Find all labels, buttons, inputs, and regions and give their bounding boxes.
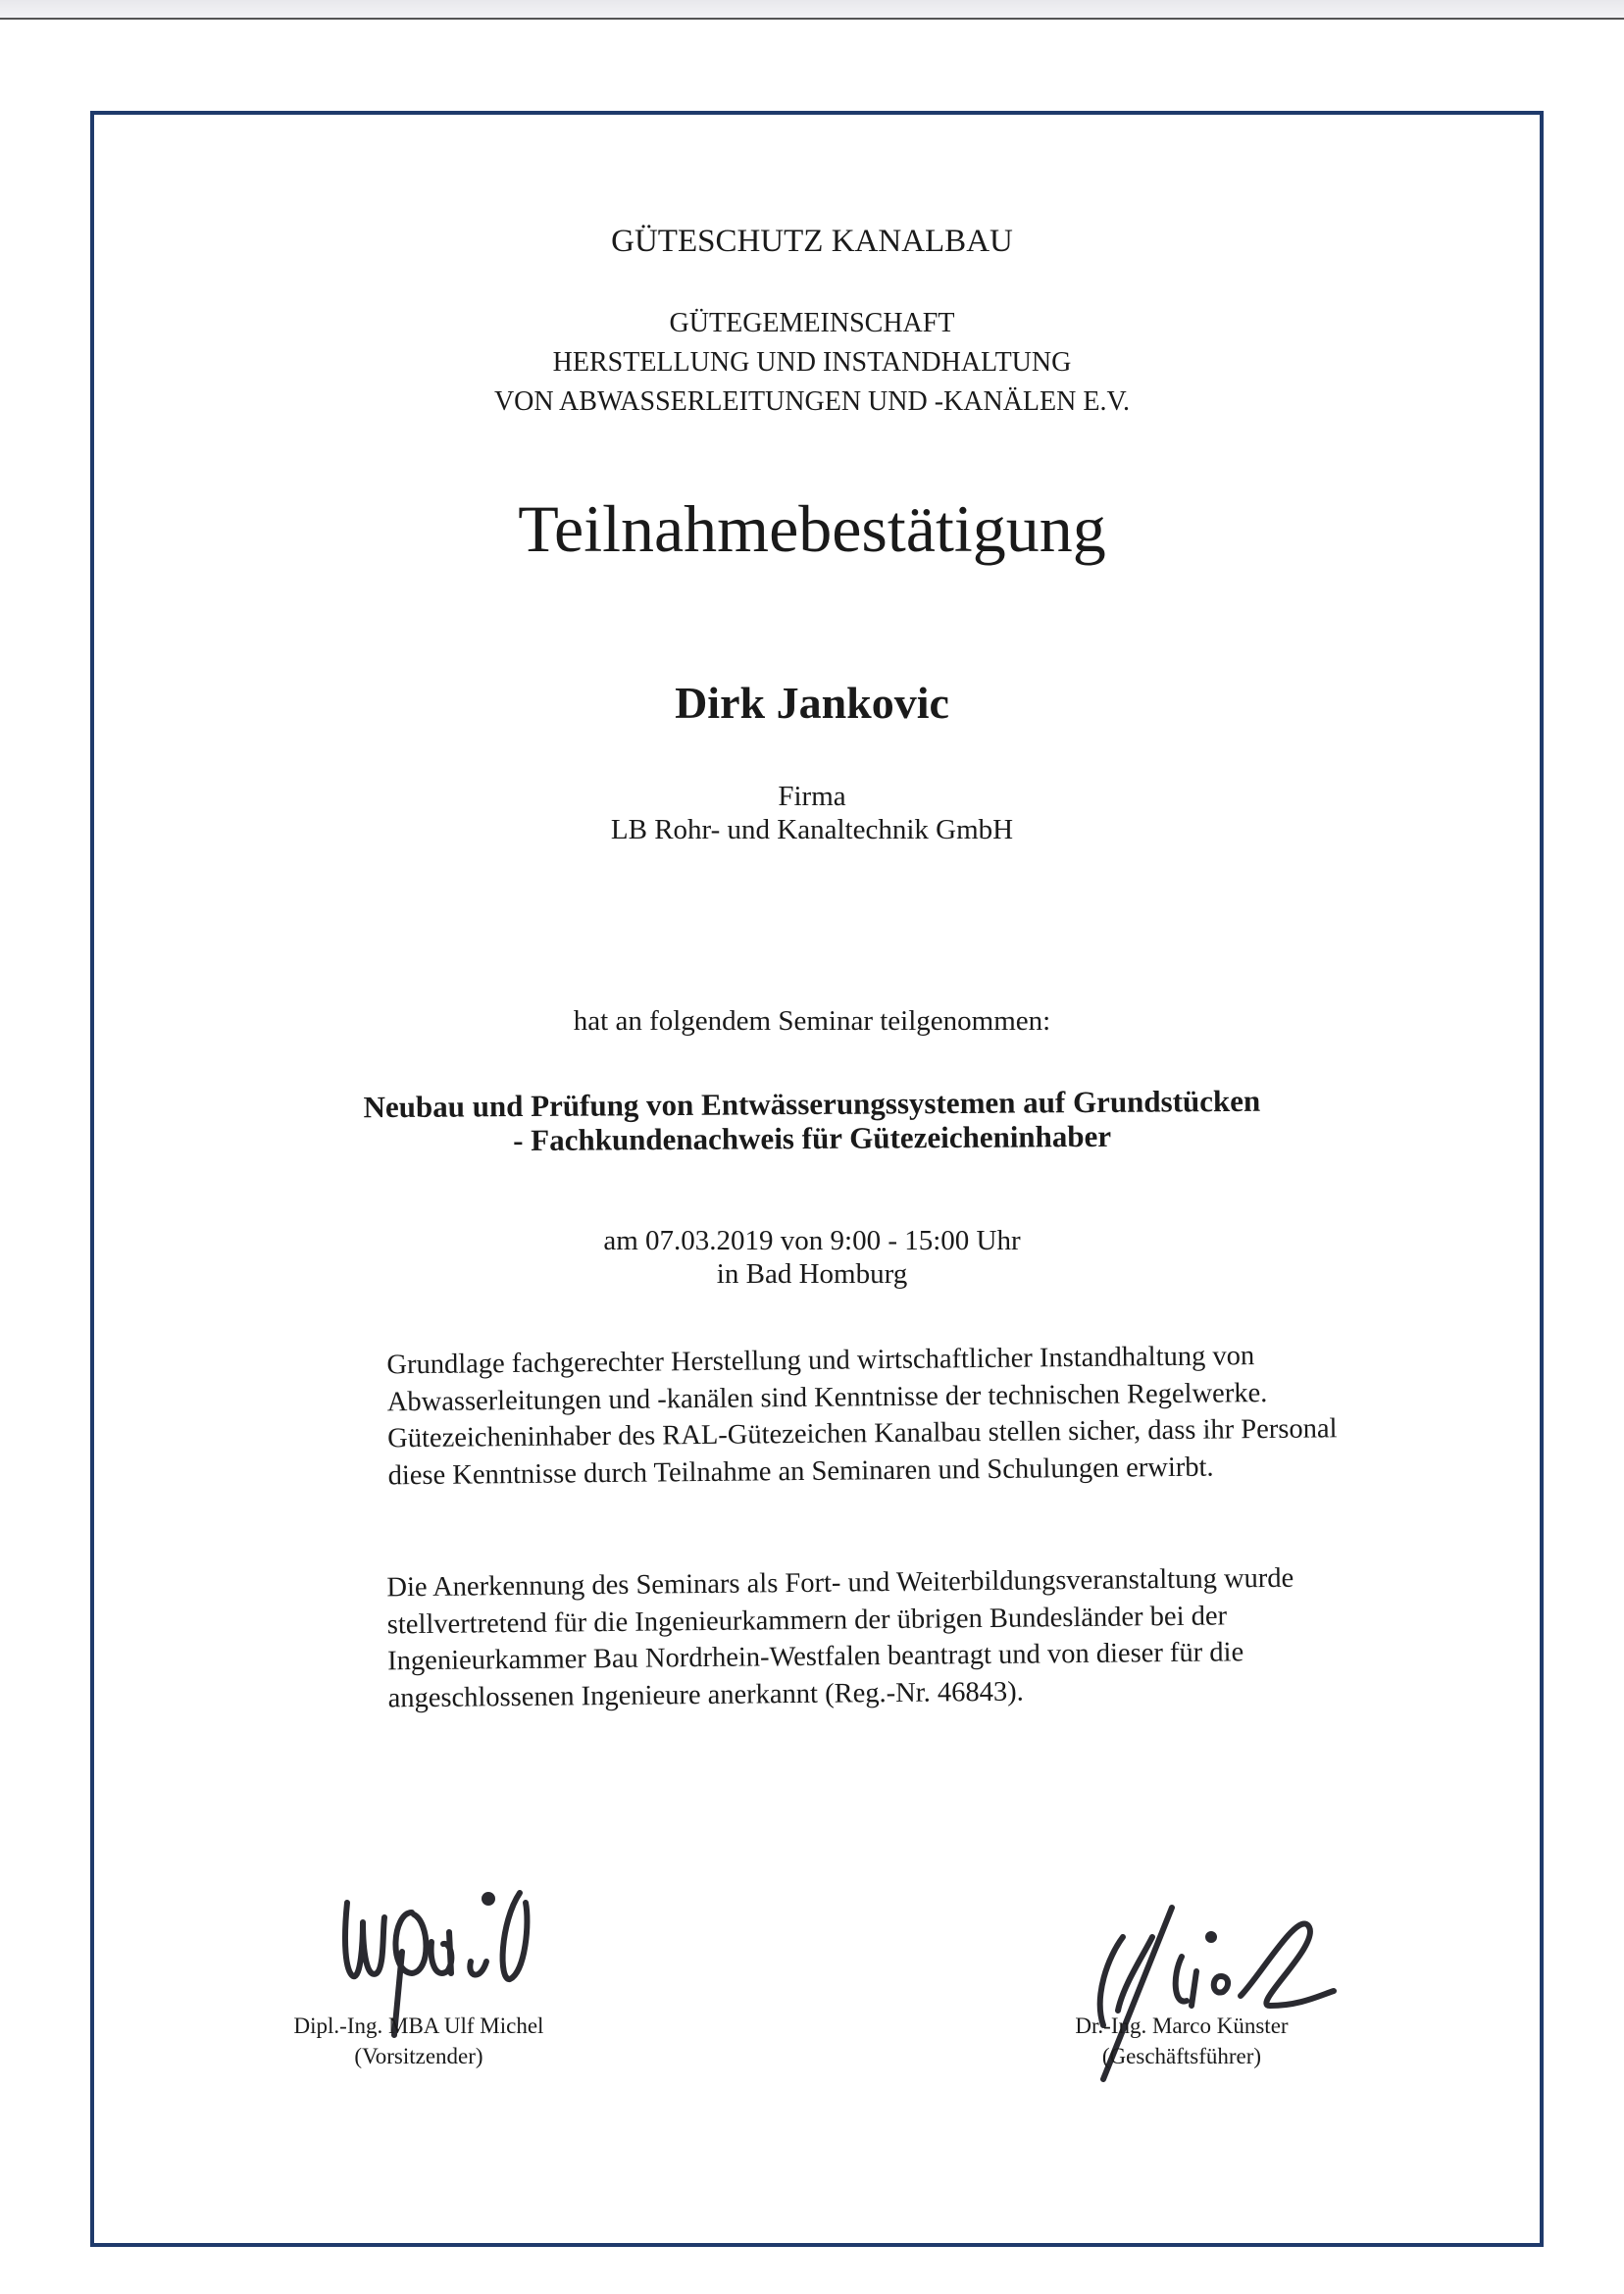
subtitle-line: VON ABWASSERLEITUNGEN UND -KANÄLEN E.V. [493,386,1131,417]
signatory-name: Dr.-Ing. Marco Künster [1075,2014,1289,2038]
intro-text: hat an folgendem Seminar teilgenommen: [573,1005,1051,1037]
seminar-title-line: Neubau und Prüfung von Entwässerungssystemen auf Grundstücken [363,1083,1261,1125]
subtitle-line: HERSTELLUNG UND INSTANDHALTUNG [552,347,1072,378]
seminar-date: am 07.03.2019 von 9:00 - 15:00 Uhr [603,1225,1021,1256]
participant-name: Dirk Jankovic [675,678,949,728]
company-name: LB Rohr- und Kanaltechnik GmbH [610,814,1014,845]
company-label: Firma [778,781,846,812]
document-title: Teilnahmebestätigung [518,491,1106,566]
body-paragraph-2: Die Anerkennung des Seminars als Fort- und Weiterbildungsveranstaltung wurde stellvertretend für die Ingenieurkammern der übrigen Bundesländer bei der Ingenieurkammer Bau Nordrhein-Westfalen beantragt und von dieser für die angeschlossenen Ingenieure anerkannt (Reg.-Nr. 46843). [386,1562,1294,1713]
organization-subtitle [0,304,1624,422]
seminar-location: in Bad Homburg [716,1258,908,1290]
body-paragraph-1: Grundlage fachgerechter Herstellung und wirtschaftlicher Instandhaltung von Abwasserleitungen und -kanälen sind Kenntnisse der technischen Regelwerke. Gütezeicheninhaber des RAL-Gütezeichen Kanalbau stellen sicher, dass ihr Personal diese Kenntnisse durch Teilnahme an Seminaren und Schulungen erwirbt. [386,1341,1338,1491]
signatory-role: (Geschäftsführer) [1101,2044,1262,2068]
signatory-2 [1000,2011,1363,2071]
signatory-1 [242,2011,595,2071]
company-block [0,780,1624,846]
seminar-schedule [0,1224,1624,1291]
scan-top-edge [0,0,1624,20]
subtitle-line: GÜTEGEMEINSCHAFT [669,308,955,338]
signatory-role: (Vorsitzender) [354,2044,483,2068]
seminar-title [0,1081,1624,1161]
seminar-subtitle-line: - Fachkundenachweis für Gütezeicheninhaber [513,1118,1112,1158]
organization-name: GÜTESCHUTZ KANALBAU [611,224,1013,259]
signatory-name: Dipl.-Ing. MBA Ulf Michel [293,2014,544,2038]
